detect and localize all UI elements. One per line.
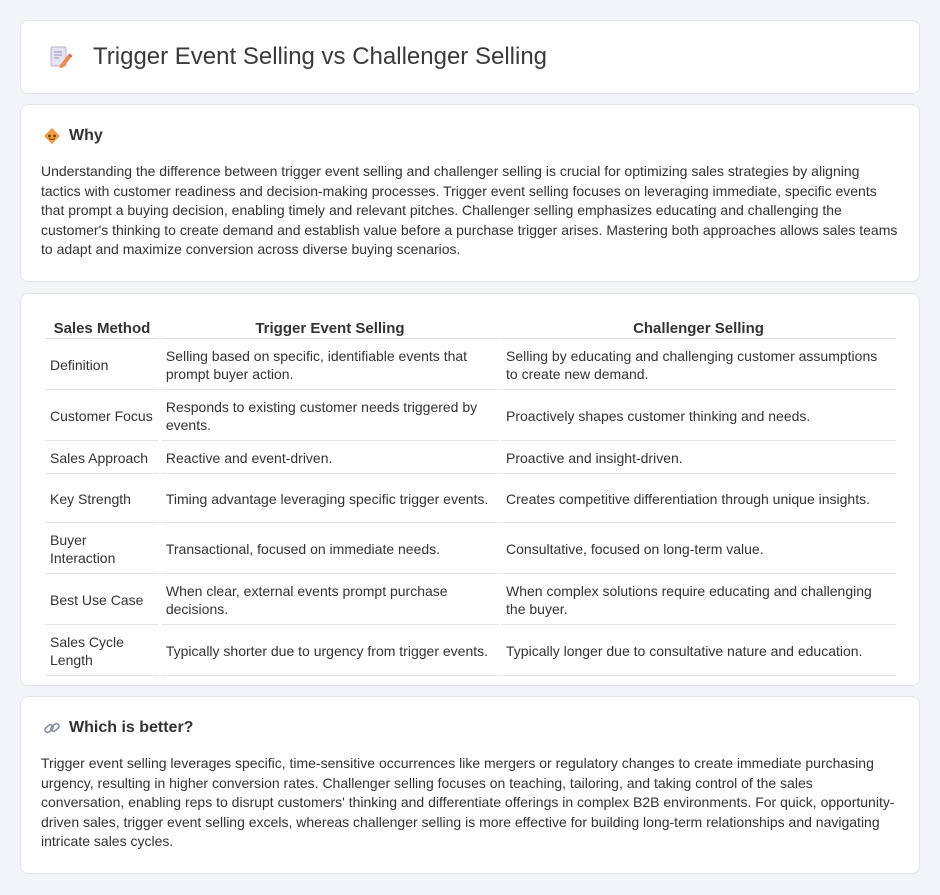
light-bulb-icon (43, 127, 61, 145)
why-paragraph: Understanding the difference between trigger event selling and challenger selling is crucial for optimizing sales strategies by aligning tactics with customer readiness and decision-making processes. Trigger event selling focuses on leveraging immediate, specific events that prompt a buying decision, enabling timely and relevant pitches. Challenger selling emphasizes educating and challenging the customer's thinking to create demand and establish value before a purchase trigger arises. Mastering both approaches allows sales teams to adapt and maximize conversion across diverse buying scenarios. (41, 163, 898, 258)
column-header-challenger-selling: Challenger Selling (501, 317, 896, 339)
challenger-cell: Proactively shapes customer thinking and needs. (501, 392, 896, 441)
link-icon (43, 719, 61, 737)
table-header-row (45, 317, 896, 339)
table-row (45, 476, 896, 523)
comparison-table (43, 315, 898, 678)
row-label: Buyer Interaction (45, 525, 159, 574)
challenger-cell: Selling by educating and challenging customer assumptions to create new demand. (501, 341, 896, 390)
challenger-cell: Consultative, focused on long-term value. (501, 525, 896, 574)
challenger-cell: Typically longer due to consultative nature and education. (501, 627, 896, 676)
row-label: Key Strength (45, 476, 159, 523)
row-label: Sales Approach (45, 443, 159, 474)
which-is-better-heading: Which is better? (69, 719, 194, 736)
table-row (45, 627, 896, 676)
table-row (45, 392, 896, 441)
page-title: Trigger Event Selling vs Challenger Selling (93, 43, 548, 70)
row-label: Definition (45, 341, 159, 390)
document-pencil-icon (47, 44, 73, 70)
challenger-cell: When complex solutions require educating and challenging the buyer. (501, 576, 896, 625)
which-is-better-card (20, 696, 920, 874)
comparison-card (20, 293, 920, 686)
trigger-cell: Timing advantage leveraging specific trigger events. (161, 476, 499, 523)
table-row (45, 341, 896, 390)
trigger-cell: Typically shorter due to urgency from trigger events. (161, 627, 499, 676)
trigger-cell: Responds to existing customer needs triggered by events. (161, 392, 499, 441)
trigger-cell: Selling based on specific, identifiable events that prompt buyer action. (161, 341, 499, 390)
why-heading: Why (69, 127, 103, 144)
column-header-sales-method: Sales Method (45, 317, 159, 339)
challenger-cell: Proactive and insight-driven. (501, 443, 896, 474)
row-label: Customer Focus (45, 392, 159, 441)
trigger-cell: When clear, external events prompt purchase decisions. (161, 576, 499, 625)
which-is-better-paragraph: Trigger event selling leverages specific, time-sensitive occurrences like mergers or regulatory changes to create immediate purchasing urgency, resulting in higher conversion rates. Challenger selling focuses on teaching, tailoring, and taking control of the sales conversation, enabling reps to disrupt customers' thinking and differentiate offerings in complex B2B environments. For quick, opportunity-driven sales, trigger event selling excels, whereas challenger selling is more effective for building long-term relationships and navigating intricate sales cycles. (41, 755, 895, 850)
row-label: Sales Cycle Length (45, 627, 159, 676)
trigger-cell: Reactive and event-driven. (161, 443, 499, 474)
table-row (45, 576, 896, 625)
table-row (45, 525, 896, 574)
row-label: Best Use Case (45, 576, 159, 625)
why-card (20, 104, 920, 282)
title-card (20, 20, 920, 94)
trigger-cell: Transactional, focused on immediate needs. (161, 525, 499, 574)
table-row (45, 443, 896, 474)
challenger-cell: Creates competitive differentiation through unique insights. (501, 476, 896, 523)
column-header-trigger-event-selling: Trigger Event Selling (161, 317, 499, 339)
